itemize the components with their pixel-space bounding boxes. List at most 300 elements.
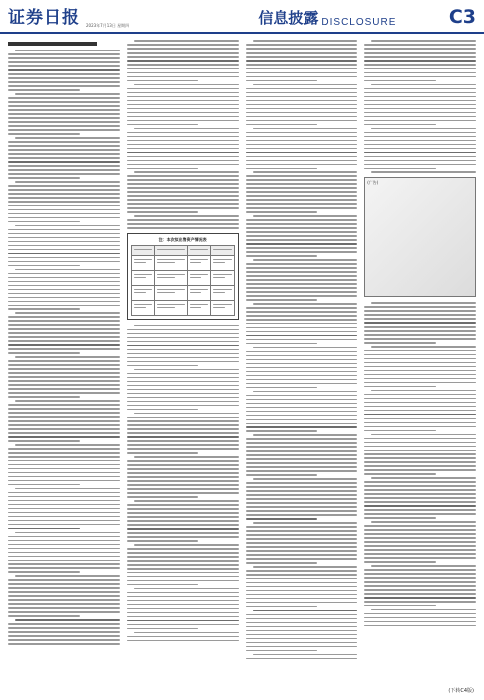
- text-line: [246, 255, 318, 257]
- text-line: [127, 580, 239, 582]
- text-line: [8, 201, 120, 203]
- text-line: [8, 528, 80, 530]
- text-line: [371, 171, 476, 173]
- text-line: [134, 588, 239, 590]
- text-line: [8, 388, 120, 390]
- text-line: [8, 85, 120, 87]
- text-line: [246, 239, 358, 241]
- text-line: [8, 524, 120, 526]
- text-line: [127, 409, 199, 411]
- text-line: [246, 44, 358, 46]
- text-line: [364, 144, 476, 146]
- text-line: [371, 390, 476, 392]
- text-line: [8, 109, 120, 111]
- text-line: [246, 283, 358, 285]
- text-line: [8, 105, 120, 107]
- text-line: [364, 621, 476, 623]
- text-line: [127, 140, 239, 142]
- text-line: [134, 307, 146, 308]
- text-line: [127, 448, 239, 450]
- text-line: [8, 440, 80, 442]
- text-line: [127, 524, 239, 526]
- text-line: [213, 249, 231, 250]
- text-line: [246, 195, 358, 197]
- text-line: [8, 113, 120, 115]
- text-line: [246, 423, 358, 425]
- text-line: [127, 564, 239, 566]
- text-line: [213, 262, 225, 263]
- text-line: [364, 72, 476, 74]
- text-line: [364, 549, 476, 551]
- text-line: [127, 152, 239, 154]
- text-line: [157, 304, 184, 305]
- text-line: [127, 160, 239, 162]
- text-line: [246, 415, 358, 417]
- text-line: [134, 292, 146, 293]
- text-line: [246, 168, 318, 170]
- text-line: [246, 542, 358, 544]
- text-line: [246, 570, 358, 572]
- text-line: [364, 473, 436, 475]
- text-line: [127, 548, 239, 550]
- text-line: [364, 597, 476, 599]
- text-line: [364, 124, 436, 126]
- ad-caption: (广告): [367, 180, 379, 186]
- text-line: [8, 468, 120, 470]
- text-line: [8, 173, 120, 175]
- text-line: [127, 405, 239, 407]
- text-line: [127, 187, 239, 189]
- text-line: [127, 385, 239, 387]
- text-line: [127, 148, 239, 150]
- text-line: [213, 304, 231, 305]
- text-line: [8, 611, 120, 613]
- text-line: [246, 446, 358, 448]
- text-line: [8, 412, 120, 414]
- text-line: [8, 520, 120, 522]
- text-line: [253, 522, 358, 524]
- text-line: [364, 394, 476, 396]
- text-line: [253, 434, 358, 436]
- text-line: [127, 620, 239, 622]
- text-line: [127, 596, 239, 598]
- text-line: [127, 199, 239, 201]
- text-line: [8, 273, 120, 275]
- text-line: [364, 529, 476, 531]
- text-line: [371, 302, 476, 304]
- text-line: [8, 217, 120, 219]
- text-line: [246, 291, 358, 293]
- text-line: [246, 179, 358, 181]
- text-line: [8, 404, 120, 406]
- text-line: [371, 565, 476, 567]
- text-line: [134, 259, 152, 260]
- text-line: [246, 590, 358, 592]
- text-line: [246, 144, 358, 146]
- text-line: [190, 277, 202, 278]
- text-line: [127, 136, 239, 138]
- text-line: [246, 299, 318, 301]
- text-line: [246, 124, 318, 126]
- text-line: [364, 505, 476, 507]
- text-line: [364, 585, 476, 587]
- text-line: [8, 372, 120, 374]
- text-line: [246, 307, 358, 309]
- text-line: [246, 108, 358, 110]
- text-line: [134, 632, 239, 634]
- text-line: [364, 501, 476, 503]
- text-line: [8, 540, 120, 542]
- text-line: [246, 96, 358, 98]
- text-line: [8, 253, 120, 255]
- text-line: [364, 92, 476, 94]
- text-line: [8, 424, 120, 426]
- text-line: [127, 536, 239, 538]
- text-line: [8, 117, 120, 119]
- text-line: [246, 323, 358, 325]
- text-line: [127, 472, 239, 474]
- text-line: [134, 304, 152, 305]
- text-line: [127, 484, 239, 486]
- text-line: [8, 233, 120, 235]
- text-line: [246, 554, 358, 556]
- text-line: [246, 630, 358, 632]
- text-line: [8, 165, 120, 167]
- text-line: [15, 93, 120, 95]
- text-line: [371, 521, 476, 523]
- text-line: [127, 424, 239, 426]
- text-line: [127, 156, 239, 158]
- text-line: [127, 373, 239, 375]
- text-line: [364, 446, 476, 448]
- text-line: [246, 199, 358, 201]
- text-line: [127, 440, 239, 442]
- text-body: [246, 40, 358, 659]
- text-line: [134, 325, 239, 327]
- text-line: [8, 265, 80, 267]
- text-line: [364, 108, 476, 110]
- text-line: [157, 274, 184, 275]
- text-line: [190, 289, 208, 290]
- text-line: [364, 326, 476, 328]
- text-line: [8, 583, 120, 585]
- text-line: [8, 536, 120, 538]
- text-line: [364, 617, 476, 619]
- text-line: [246, 534, 358, 536]
- text-line: [246, 430, 318, 432]
- text-line: [246, 403, 358, 405]
- text-line: [8, 189, 120, 191]
- text-line: [8, 639, 120, 641]
- text-line: [246, 454, 358, 456]
- text-line: [246, 646, 358, 648]
- text-line: [246, 411, 358, 413]
- text-line: [246, 80, 318, 82]
- text-line: [8, 316, 120, 318]
- text-line: [127, 401, 239, 403]
- text-line: [246, 243, 358, 245]
- text-line: [127, 393, 239, 395]
- text-line: [8, 428, 120, 430]
- text-line: [364, 68, 476, 70]
- text-line: [371, 477, 476, 479]
- text-line: [364, 310, 476, 312]
- text-line: [364, 80, 436, 82]
- text-line: [246, 68, 358, 70]
- text-line: [364, 318, 476, 320]
- text-line: [8, 320, 120, 322]
- text-line: [8, 380, 120, 382]
- text-line: [127, 389, 239, 391]
- text-line: [246, 614, 358, 616]
- text-line: [364, 358, 476, 360]
- text-line: [127, 345, 239, 347]
- text-line: [371, 84, 476, 86]
- text-line: [8, 125, 120, 127]
- text-line: [364, 350, 476, 352]
- text-line: [127, 480, 239, 482]
- text-line: [246, 355, 358, 357]
- text-line: [127, 365, 199, 367]
- text-line: [253, 566, 358, 568]
- text-line: [246, 191, 358, 193]
- text-line: [8, 643, 120, 645]
- text-line: [8, 432, 120, 434]
- text-line: [246, 136, 358, 138]
- text-line: [364, 418, 476, 420]
- text-line: [8, 476, 120, 478]
- text-line: [8, 177, 80, 179]
- text-line: [364, 386, 436, 388]
- table-cell: [211, 271, 233, 285]
- text-line: [8, 460, 120, 462]
- text-line: [246, 399, 358, 401]
- text-line: [364, 557, 476, 559]
- text-line: [15, 575, 120, 577]
- text-line: [364, 112, 476, 114]
- text-line: [8, 53, 120, 55]
- text-line: [246, 351, 358, 353]
- text-line: [364, 453, 476, 455]
- text-line: [127, 88, 239, 90]
- text-line: [127, 636, 239, 638]
- text-line: [127, 436, 239, 438]
- text-line: [246, 602, 358, 604]
- text-line: [364, 52, 476, 54]
- text-line: [8, 69, 120, 71]
- text-line: [246, 450, 358, 452]
- text-line: [246, 466, 358, 468]
- text-line: [253, 215, 358, 217]
- text-line: [15, 488, 120, 490]
- text-line: [364, 100, 476, 102]
- text-line: [8, 241, 120, 243]
- text-line: [246, 490, 358, 492]
- text-line: [8, 65, 120, 67]
- text-line: [246, 622, 358, 624]
- asset-table: [127, 233, 239, 320]
- text-line: [246, 331, 358, 333]
- text-line: [8, 249, 120, 251]
- table-cell: [155, 301, 186, 315]
- article-headline: [8, 42, 97, 46]
- text-line: [8, 448, 120, 450]
- text-line: [246, 319, 358, 321]
- text-line: [246, 223, 358, 225]
- text-line: [246, 375, 358, 377]
- text-line: [246, 395, 358, 397]
- text-line: [364, 88, 476, 90]
- text-line: [8, 500, 120, 502]
- text-line: [134, 456, 239, 458]
- text-line: [364, 561, 436, 563]
- text-line: [246, 100, 358, 102]
- table-cell: [188, 301, 210, 315]
- text-line: [246, 530, 358, 532]
- text-line: [8, 209, 120, 211]
- text-line: [364, 48, 476, 50]
- text-line: [364, 96, 476, 98]
- text-line: [157, 292, 175, 293]
- text-line: [127, 640, 239, 642]
- text-line: [8, 308, 80, 310]
- text-line: [246, 514, 358, 516]
- text-line: [8, 599, 120, 601]
- text-line: [15, 269, 120, 271]
- text-line: [371, 346, 476, 348]
- text-line: [246, 247, 358, 249]
- text-body: [127, 325, 239, 641]
- text-line: [364, 398, 476, 400]
- text-line: [127, 612, 239, 614]
- section-title-cn: 信息披露: [258, 9, 319, 27]
- text-line: [246, 482, 358, 484]
- text-line: [127, 492, 239, 494]
- text-line: [364, 426, 476, 428]
- text-line: [8, 153, 120, 155]
- text-line: [8, 344, 120, 346]
- text-line: [364, 64, 476, 66]
- text-line: [8, 368, 120, 370]
- text-line: [127, 361, 239, 363]
- text-line: [213, 289, 231, 290]
- text-line: [364, 56, 476, 58]
- text-line: [364, 338, 476, 340]
- text-line: [364, 330, 476, 332]
- text-line: [364, 438, 476, 440]
- text-line: [127, 540, 199, 542]
- text-line: [127, 508, 239, 510]
- text-line: [364, 537, 476, 539]
- text-line: [127, 568, 239, 570]
- text-line: [127, 420, 239, 422]
- text-line: [127, 207, 239, 209]
- text-line: [8, 603, 120, 605]
- text-line: [8, 364, 120, 366]
- text-line: [8, 552, 120, 554]
- text-line: [157, 259, 184, 260]
- text-line: [364, 44, 476, 46]
- text-line: [8, 591, 120, 593]
- text-line: [364, 581, 476, 583]
- table-cell: [155, 286, 186, 300]
- text-line: [246, 267, 358, 269]
- text-line: [246, 92, 358, 94]
- text-line: [127, 96, 239, 98]
- text-line: [246, 442, 358, 444]
- text-line: [127, 624, 239, 626]
- text-body: [364, 302, 476, 626]
- text-line: [127, 64, 239, 66]
- page-number: C3: [448, 6, 476, 28]
- text-line: [127, 552, 239, 554]
- text-line: [8, 396, 80, 398]
- table-cell: [132, 286, 154, 300]
- text-line: [127, 377, 239, 379]
- text-line: [8, 133, 80, 135]
- text-line: [127, 349, 239, 351]
- text-line: [127, 528, 239, 530]
- text-line: [8, 563, 120, 565]
- text-line: [253, 259, 358, 261]
- text-line: [127, 608, 239, 610]
- text-line: [364, 152, 476, 154]
- text-line: [246, 152, 358, 154]
- text-line: [364, 370, 476, 372]
- text-line: [127, 532, 239, 534]
- text-line: [8, 384, 120, 386]
- text-line: [246, 426, 358, 428]
- text-line: [246, 263, 358, 265]
- text-line: [8, 392, 120, 394]
- text-line: [246, 116, 358, 118]
- text-line: [127, 100, 239, 102]
- text-line: [8, 544, 120, 546]
- text-line: [246, 387, 318, 389]
- text-line: [364, 601, 476, 603]
- text-line: [127, 132, 239, 134]
- text-line: [371, 128, 476, 130]
- text-line: [371, 40, 476, 42]
- continued-note: (下转C4版): [448, 688, 474, 694]
- text-line: [253, 171, 358, 173]
- text-line: [127, 219, 239, 221]
- text-line: [15, 225, 120, 227]
- text-line: [364, 422, 476, 424]
- text-line: [364, 116, 476, 118]
- text-line: [8, 297, 120, 299]
- text-line: [8, 332, 120, 334]
- text-line: [364, 461, 476, 463]
- text-line: [127, 104, 239, 106]
- text-line: [8, 556, 120, 558]
- text-line: [246, 546, 358, 548]
- text-line: [364, 120, 476, 122]
- text-line: [134, 277, 146, 278]
- text-line: [246, 419, 358, 421]
- text-line: [8, 484, 80, 486]
- table-cell: [211, 256, 233, 270]
- text-line: [213, 274, 231, 275]
- table-title: 注：本次拟出售资产情况表: [158, 236, 207, 242]
- text-line: [364, 140, 476, 142]
- text-line: [246, 156, 358, 158]
- text-line: [246, 76, 358, 78]
- advertisement: [364, 177, 476, 297]
- text-line: [8, 213, 120, 215]
- text-line: [364, 342, 436, 344]
- text-line: [15, 50, 120, 52]
